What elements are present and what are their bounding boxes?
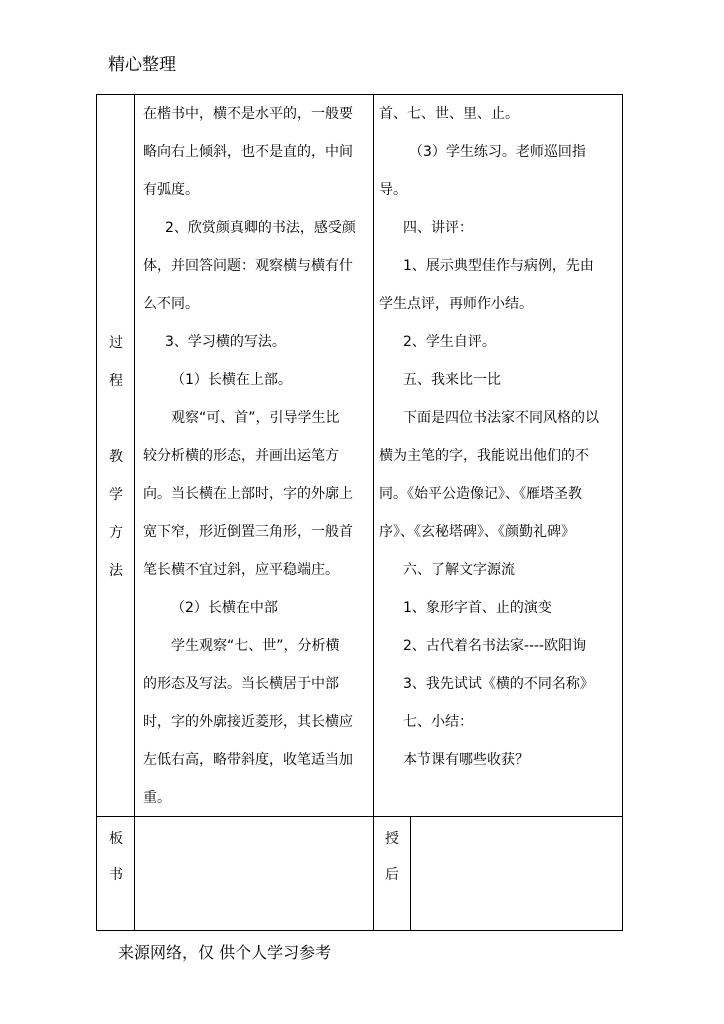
text-line: 四、讲评： [403,220,473,236]
text-line: 同。《始平公造像记》、《雁塔圣教 [379,486,582,502]
section-label [106,332,126,592]
text-line: 重。 [143,790,171,806]
text-line: 有弧度。 [143,182,199,198]
text-line: 序》、《玄秘塔碑》、《颜勤礼碑》 [379,524,575,540]
text-line: 3、学习横的写法。 [165,334,286,350]
section-label-char: 法 [109,563,123,579]
bottom-row-divider [96,816,623,817]
text-line: （2）长横在中部 [171,600,278,616]
text-line: 宽下窄，形近倒置三角形，一般首 [143,524,353,540]
text-line: 1、展示典型佳作与病例，先由 [403,258,594,274]
text-line: 向。当长横在上部时，字的外廓上 [143,486,353,502]
text-line: 横为主笔的字，我能说出他们的不 [379,448,589,464]
section-label-char: 过 [109,335,123,351]
text-line: 2、古代着名书法家----欧阳询 [403,638,587,654]
text-line: 2、欣赏颜真卿的书法，感受颜 [165,220,356,236]
text-line: 左低右高，略带斜度，收笔适当加 [143,752,353,768]
text-line: 1、象形字首、止的演变 [403,600,552,616]
section-label-char: 教 [109,449,123,465]
page-footer: 来源网络，仅 供个人学习参考 [118,943,332,962]
text-line: 观察“可、首”，引导学生比 [171,410,340,426]
blackboard-label [106,828,126,888]
text-line: 首、七、世、里、止。 [379,106,519,122]
text-line: 六、了解文字源流 [403,562,515,578]
page-header: 精心整理 [108,55,176,75]
label-column-divider [134,94,135,931]
after-class-label [382,828,402,888]
after-class-label-char: 后 [385,867,399,883]
text-line: 体，并回答问题：观察横与横有什 [143,258,353,274]
text-line: 较分析横的形态，并画出运笔方 [143,448,339,464]
text-line: 在楷书中，横不是水平的，一般要 [143,106,353,122]
bottom-label-divider [410,816,411,931]
text-line: 3、我先试试《横的不同名称》 [403,676,594,692]
text-line: 下面是四位书法家不同风格的以 [403,410,599,426]
text-line: 时，字的外廓接近菱形，其长横应 [143,714,353,730]
text-line: 的形态及写法。当长横居于中部 [143,676,339,692]
text-line: 略向右上倾斜，也不是直的，中间 [143,144,353,160]
text-line: 导。 [379,182,407,198]
text-line: 本节课有哪些收获？ [403,752,529,768]
section-label-char: 程 [109,373,123,389]
text-line: 笔长横不宜过斜，应平稳端庄。 [143,562,339,578]
blackboard-label-char: 板 [109,831,123,847]
blackboard-label-char: 书 [109,867,123,883]
section-label-char: 学 [109,487,123,503]
text-line: 学生观察“七、世”，分析横 [171,638,340,654]
section-label-char: 方 [109,525,123,541]
after-class-label-char: 授 [385,831,399,847]
text-line: 2、学生自评。 [403,334,496,350]
text-line: 五、我来比一比 [403,372,501,388]
text-line: 七、小结： [403,714,473,730]
text-line: 学生点评，再师作小结。 [379,296,533,312]
text-line: （3）学生练习。老师巡回指 [409,144,586,160]
text-line: 么不同。 [143,296,199,312]
content-column-divider [373,94,374,931]
text-line: （1）长横在上部。 [171,372,292,388]
